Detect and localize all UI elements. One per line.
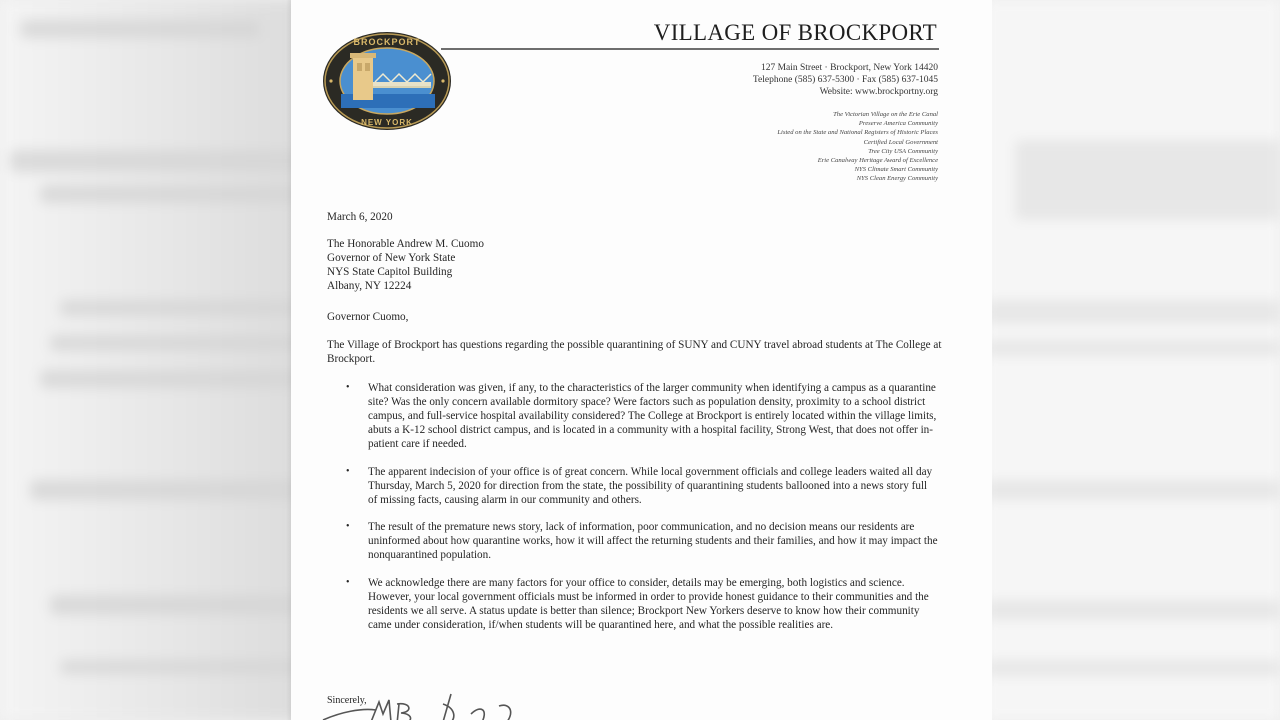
- list-item: [327, 465, 939, 507]
- list-item: [327, 576, 939, 632]
- letter-page: [291, 0, 992, 720]
- address-website: Website: www.brockportny.org: [819, 87, 938, 97]
- list-item: [327, 381, 939, 451]
- bullet-icon: •: [346, 521, 350, 532]
- recipient-line: The Honorable Andrew M. Cuomo: [327, 238, 484, 250]
- letter-date: March 6, 2020: [327, 211, 393, 223]
- tagline: The Victorian Village on the Erie Canal: [833, 111, 938, 118]
- village-seal-logo-icon: [321, 30, 453, 132]
- tagline: Tree City USA Community: [868, 147, 938, 155]
- letterhead-taglines: [777, 110, 938, 184]
- list-item-text: What consideration was given, if any, to the characteristics of the larger community when identifying a campus as a quarantine site? Was the only concern available dormitory space? Were factors such as population density, proximity to a school district campus, and full-service hospital availability considered? The College at Brockport is entirely located within the village limits, abuts a K-12 school district campus, and is located in a community with a hospital facility, Strong West, that does not offer in-patient care if needed.: [368, 382, 937, 450]
- salutation: Governor Cuomo,: [327, 311, 409, 323]
- list-item-text: We acknowledge there are many factors for your office to consider, details may be emerging, both logistics and science. However, your local government officials must be informed in order to provide honest guidance to their communities and the residents we all serve. A status update is better than silence; Brockport New Yorkers deserve to know how their community came under consideration, if/when students will be quarantined here, and what the possible realities are.: [368, 576, 929, 631]
- list-item: [327, 520, 939, 562]
- address-street: 127 Main Street · Brockport, New York 14420: [760, 63, 938, 73]
- tagline: Certified Local Government: [863, 138, 938, 146]
- list-item-text: The result of the premature news story, lack of information, poor communication, and no decision means our residents are uninformed about how quarantine works, how it will affect the returning students and their families, and how it may impact the nonquarantined population.: [368, 521, 938, 561]
- blurred-background-right: [985, 0, 1280, 720]
- address-phone-fax: Telephone (585) 637-5300 · Fax (585) 637-1045: [752, 75, 938, 85]
- letterhead-address: [753, 62, 938, 98]
- recipient-line: Governor of New York State: [327, 252, 456, 264]
- logo-top-text: BROCKPORT: [353, 37, 421, 47]
- recipient-line: Albany, NY 12224: [327, 280, 412, 292]
- header-divider: [441, 48, 939, 50]
- bullet-icon: •: [346, 382, 350, 393]
- list-item-text: The apparent indecision of your office is of great concern. While local government officials and college leaders waited all day Thursday, March 5, 2020 for direction from the state, the possibility of quarantining students ballooned into a news story full of missing facts, causing alarm in our community and others.: [368, 465, 933, 506]
- tagline: Listed on the State and National Registers of Historic Places: [777, 129, 938, 137]
- handwritten-signature-icon: [321, 684, 521, 720]
- concerns-list: [327, 381, 939, 645]
- intro-paragraph: The Village of Brockport has questions regarding the possible quarantining of SUNY and CUNY travel abroad students at The College at Brockport.: [327, 339, 942, 365]
- letterhead-title: VILLAGE OF BROCKPORT: [653, 20, 937, 45]
- logo-bottom-text: NEW YORK: [361, 118, 413, 127]
- tagline: NYS Clean Energy Community: [856, 175, 938, 183]
- blurred-background-left: [0, 0, 300, 720]
- bullet-icon: •: [346, 576, 350, 588]
- tagline: Preserve America Community: [858, 120, 938, 128]
- recipient-line: NYS State Capitol Building: [327, 266, 453, 278]
- bullet-icon: •: [346, 465, 350, 477]
- tagline: Erie Canalway Heritage Award of Excellence: [817, 157, 938, 165]
- recipient-address: [327, 237, 939, 293]
- tagline: NYS Climate Smart Community: [854, 166, 938, 174]
- closing: Sincerely,: [327, 695, 367, 706]
